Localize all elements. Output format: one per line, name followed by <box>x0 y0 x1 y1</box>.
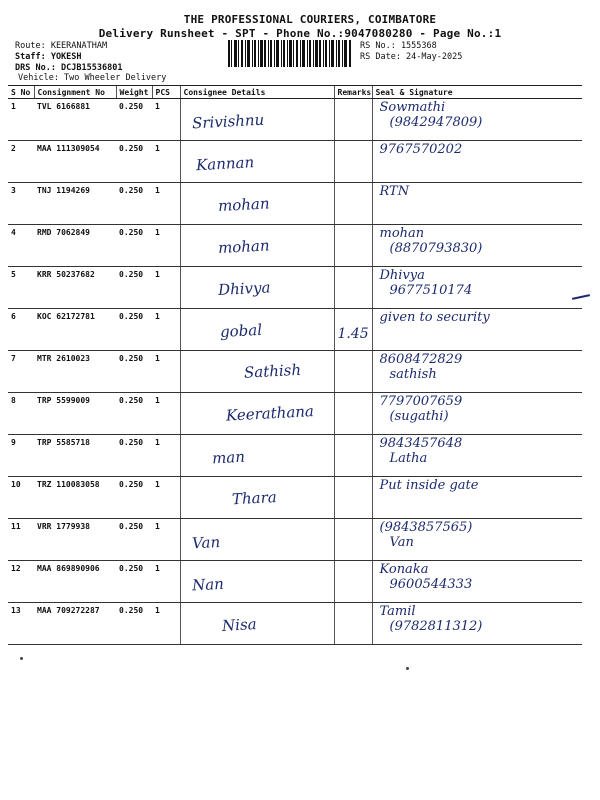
sno-cell: 8 <box>8 393 34 435</box>
consignee-cell <box>180 309 334 351</box>
seal-signature-cell <box>372 141 582 183</box>
signature-handwriting <box>376 142 580 157</box>
signature-handwriting <box>376 184 580 199</box>
consignment-number-cell: MTR 2610023 <box>34 351 116 393</box>
table-row <box>8 99 582 141</box>
col-header-weight: Weight <box>116 86 152 99</box>
runsheet-subtitle: Delivery Runsheet - SPT - Phone No.:9047080280 - Page No.:1 <box>98 27 502 40</box>
weight-cell: 0.250 <box>116 603 152 645</box>
speck <box>406 667 409 670</box>
seal-signature-cell <box>372 393 582 435</box>
signature-line: 9843457648 <box>379 436 463 451</box>
consignee-handwriting: mohan <box>217 194 270 216</box>
pcs-cell: 1 <box>152 141 180 183</box>
pcs-cell: 1 <box>152 561 180 603</box>
pcs-cell: 1 <box>152 351 180 393</box>
seal-signature-cell <box>372 267 582 309</box>
consignment-number-cell: TVL 6166881 <box>34 99 116 141</box>
staff-label: Staff: YOKESH <box>15 52 82 62</box>
remarks-cell <box>334 183 372 225</box>
remarks-cell <box>334 309 372 351</box>
consignment-number-cell: KOC 62172781 <box>34 309 116 351</box>
sno-cell: 5 <box>8 267 34 309</box>
weight-cell: 0.250 <box>116 99 152 141</box>
weight-cell: 0.250 <box>116 225 152 267</box>
consignment-number-cell: TNJ 1194269 <box>34 183 116 225</box>
remarks-cell <box>334 225 372 267</box>
signature-line: (9782811312) <box>389 619 483 634</box>
signature-handwriting <box>376 310 580 325</box>
sno-cell: 10 <box>8 477 34 519</box>
signature-line: (9843857565) <box>379 520 473 535</box>
seal-signature-cell <box>372 561 582 603</box>
col-header-consignment: Consignment No <box>34 86 116 99</box>
sno-cell: 6 <box>8 309 34 351</box>
table-row <box>8 309 582 351</box>
consignee-cell <box>180 519 334 561</box>
sno-cell: 1 <box>8 99 34 141</box>
signature-line: 9677510174 <box>389 283 473 298</box>
signature-handwriting <box>376 562 580 592</box>
weight-cell: 0.250 <box>116 519 152 561</box>
signature-line: given to security <box>379 310 490 325</box>
consignee-cell <box>180 225 334 267</box>
consignment-number-cell: RMD 7062849 <box>34 225 116 267</box>
pcs-cell: 1 <box>152 225 180 267</box>
weight-cell: 0.250 <box>116 477 152 519</box>
signature-handwriting <box>376 100 580 130</box>
table-body <box>8 99 582 645</box>
barcode-image <box>228 40 351 67</box>
remarks-cell <box>334 267 372 309</box>
consignee-cell <box>180 435 334 477</box>
signature-line: Dhivya <box>379 268 425 283</box>
weight-cell: 0.250 <box>116 393 152 435</box>
pcs-cell: 1 <box>152 99 180 141</box>
signature-handwriting <box>376 352 580 382</box>
table-row <box>8 393 582 435</box>
remarks-cell <box>334 141 372 183</box>
pcs-cell: 1 <box>152 183 180 225</box>
col-header-consignee: Consignee Details <box>180 86 334 99</box>
remarks-cell <box>334 435 372 477</box>
weight-cell: 0.250 <box>116 267 152 309</box>
rs-date: RS Date: 24-May-2025 <box>360 52 463 62</box>
consignee-cell <box>180 267 334 309</box>
sno-cell: 12 <box>8 561 34 603</box>
seal-signature-cell <box>372 435 582 477</box>
signature-line: 9767570202 <box>379 142 463 157</box>
col-header-seal: Seal & Signature <box>372 86 582 99</box>
consignee-cell <box>180 141 334 183</box>
consignment-number-cell: TRP 5585718 <box>34 435 116 477</box>
consignee-cell <box>180 477 334 519</box>
consignment-number-cell: MAA 111309054 <box>34 141 116 183</box>
pcs-cell: 1 <box>152 519 180 561</box>
table-header-row <box>8 86 582 99</box>
signature-line: sathish <box>389 367 437 382</box>
seal-signature-cell <box>372 183 582 225</box>
consignment-number-cell: MAA 869890906 <box>34 561 116 603</box>
consignee-cell <box>180 183 334 225</box>
signature-line: (9842947809) <box>389 115 483 130</box>
sno-cell: 7 <box>8 351 34 393</box>
remarks-cell <box>334 393 372 435</box>
signature-handwriting <box>376 604 580 634</box>
pcs-cell: 1 <box>152 435 180 477</box>
route-label: Route: KEERANATHAM <box>15 41 108 51</box>
signature-line: Van <box>389 535 414 550</box>
col-header-remarks: Remarks <box>334 86 372 99</box>
remarks-cell <box>334 477 372 519</box>
consignment-number-cell: MAA 709272287 <box>34 603 116 645</box>
table-row <box>8 435 582 477</box>
consignee-handwriting: Keerathana <box>225 402 314 425</box>
sno-cell: 9 <box>8 435 34 477</box>
table-row <box>8 351 582 393</box>
consignee-handwriting: Nisa <box>221 615 257 635</box>
weight-cell: 0.250 <box>116 183 152 225</box>
seal-signature-cell <box>372 351 582 393</box>
weight-cell: 0.250 <box>116 141 152 183</box>
rs-number: RS No.: 1555368 <box>360 41 437 51</box>
pcs-cell: 1 <box>152 603 180 645</box>
sno-cell: 4 <box>8 225 34 267</box>
weight-cell: 0.250 <box>116 561 152 603</box>
consignment-number-cell: VRR 1779938 <box>34 519 116 561</box>
signature-handwriting <box>376 268 580 298</box>
weight-cell: 0.250 <box>116 351 152 393</box>
remarks-cell <box>334 519 372 561</box>
sno-cell: 11 <box>8 519 34 561</box>
seal-signature-cell <box>372 225 582 267</box>
remarks-cell <box>334 603 372 645</box>
consignee-handwriting: Dhivya <box>217 278 271 300</box>
consignee-handwriting: gobal <box>219 320 262 341</box>
runsheet-table <box>8 85 582 645</box>
table-row <box>8 477 582 519</box>
remarks-cell <box>334 351 372 393</box>
signature-line: Tamil <box>379 604 416 619</box>
consignee-cell <box>180 351 334 393</box>
seal-signature-cell <box>372 603 582 645</box>
signature-line: Latha <box>389 451 428 466</box>
consignee-cell <box>180 393 334 435</box>
consignee-handwriting: mohan <box>217 236 270 258</box>
remarks-handwriting: 1.45 <box>337 326 369 342</box>
signature-line: (8870793830) <box>389 241 483 256</box>
signature-line: Put inside gate <box>379 478 479 493</box>
consignee-handwriting: Thara <box>231 488 277 509</box>
seal-signature-cell <box>372 309 582 351</box>
consignee-handwriting: Van <box>191 532 221 553</box>
signature-line: 9600544333 <box>389 577 473 592</box>
table-row <box>8 519 582 561</box>
consignee-cell <box>180 603 334 645</box>
company-title: THE PROFESSIONAL COURIERS, COIMBATORE <box>183 13 437 26</box>
remarks-cell <box>334 99 372 141</box>
table-row <box>8 267 582 309</box>
consignee-cell <box>180 561 334 603</box>
seal-signature-cell <box>372 477 582 519</box>
remarks-cell <box>334 561 372 603</box>
table-row <box>8 141 582 183</box>
table-row <box>8 183 582 225</box>
consignment-number-cell: KRR 50237682 <box>34 267 116 309</box>
signature-handwriting <box>376 478 580 493</box>
consignee-handwriting: Srivishnu <box>191 110 265 133</box>
drs-number: DRS No.: DCJB15536801 <box>15 63 123 73</box>
seal-signature-cell <box>372 99 582 141</box>
sno-cell: 13 <box>8 603 34 645</box>
sno-cell: 2 <box>8 141 34 183</box>
pcs-cell: 1 <box>152 309 180 351</box>
signature-line: mohan <box>379 226 425 241</box>
signature-line: Konaka <box>379 562 429 577</box>
consignee-handwriting: man <box>211 447 245 468</box>
col-header-sno: S No <box>8 86 34 99</box>
consignment-number-cell: TRP 5599009 <box>34 393 116 435</box>
seal-signature-cell <box>372 519 582 561</box>
table-row <box>8 225 582 267</box>
signature-line: RTN <box>379 184 410 199</box>
consignee-cell <box>180 99 334 141</box>
consignee-handwriting: Kannan <box>195 153 255 175</box>
weight-cell: 0.250 <box>116 309 152 351</box>
pcs-cell: 1 <box>152 393 180 435</box>
signature-line: 8608472829 <box>379 352 463 367</box>
pcs-cell: 1 <box>152 267 180 309</box>
signature-line: Sowmathi <box>379 100 446 115</box>
signature-handwriting <box>376 394 580 424</box>
signature-handwriting <box>376 436 580 466</box>
consignment-number-cell: TRZ 110083058 <box>34 477 116 519</box>
signature-line: (sugathi) <box>389 409 449 424</box>
signature-handwriting <box>376 520 580 550</box>
consignee-handwriting: Sathish <box>243 360 301 382</box>
sno-cell: 3 <box>8 183 34 225</box>
pcs-cell: 1 <box>152 477 180 519</box>
table-row <box>8 561 582 603</box>
signature-line: 7797007659 <box>379 394 463 409</box>
signature-handwriting <box>376 226 580 256</box>
consignee-handwriting: Nan <box>191 574 224 595</box>
vehicle-label: Vehicle: Two Wheeler Delivery <box>18 73 167 83</box>
table-row <box>8 603 582 645</box>
weight-cell: 0.250 <box>116 435 152 477</box>
speck <box>20 657 23 660</box>
col-header-pcs: PCS <box>152 86 180 99</box>
